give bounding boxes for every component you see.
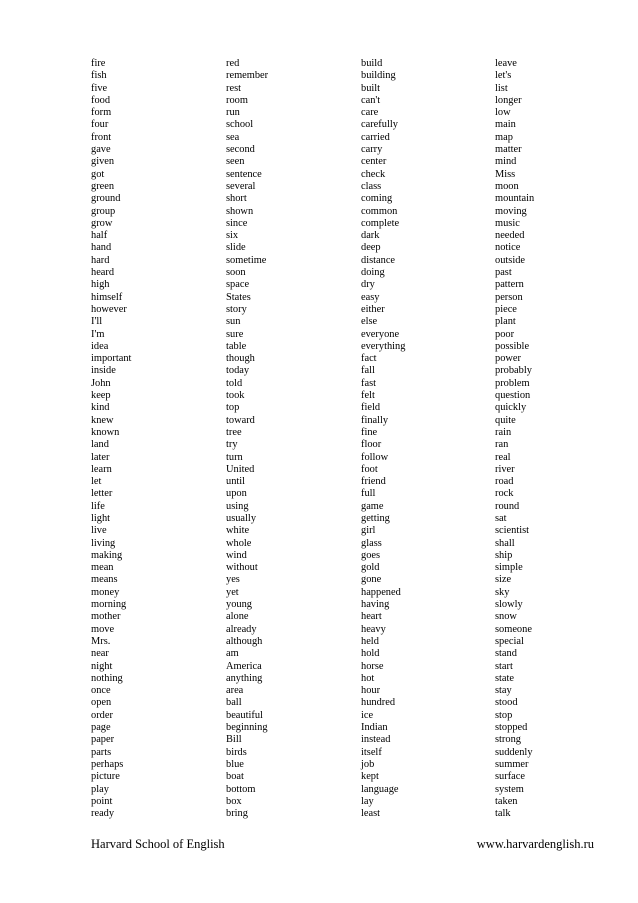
word-item: upon (226, 488, 247, 500)
word-item: power (495, 353, 521, 365)
word-item: ground (91, 193, 121, 205)
word-item: mind (495, 156, 517, 168)
word-item: quickly (495, 402, 527, 414)
word-item: Bill (226, 734, 242, 746)
word-item: stay (495, 685, 512, 697)
word-item: moving (495, 205, 527, 217)
word-item: birds (226, 746, 247, 758)
word-item: told (226, 377, 243, 389)
word-item: shall (495, 537, 515, 549)
word-item: hand (91, 242, 112, 254)
word-item: picture (91, 771, 120, 783)
word-item: morning (91, 599, 127, 611)
word-item: easy (361, 291, 380, 303)
word-item: scientist (495, 525, 530, 537)
word-column-3 (361, 58, 405, 820)
word-item: second (226, 144, 255, 156)
word-item: table (226, 340, 247, 352)
word-item: half (91, 230, 108, 242)
word-item: outside (495, 254, 526, 266)
word-item: school (226, 119, 254, 131)
word-item: goes (361, 549, 381, 561)
word-item: held (361, 635, 379, 647)
word-item: snow (495, 611, 517, 623)
word-item: usually (226, 512, 257, 524)
word-item: high (91, 279, 110, 291)
word-item: notice (495, 242, 521, 254)
word-item: America (226, 660, 262, 672)
word-item: friend (361, 476, 386, 488)
word-item: sat (495, 512, 507, 524)
footer-school-name: Harvard School of English (91, 837, 225, 851)
word-item: music (495, 217, 520, 229)
word-item: soon (226, 267, 246, 279)
word-item: size (495, 574, 512, 586)
word-list (0, 58, 638, 828)
footer-website: www.harvardenglish.ru (476, 837, 594, 851)
word-item: carefully (361, 119, 398, 131)
word-item: parts (91, 746, 112, 758)
word-item: himself (91, 291, 123, 303)
word-item: mountain (495, 193, 535, 205)
word-item: round (495, 500, 520, 512)
word-item: food (91, 94, 111, 106)
word-item: fish (91, 70, 107, 82)
word-item: suddenly (495, 746, 533, 758)
word-column-4 (495, 58, 534, 820)
word-item: hour (361, 685, 381, 697)
word-item: United (226, 463, 255, 475)
word-item: else (361, 316, 378, 328)
word-item: John (91, 377, 111, 389)
word-item: either (361, 303, 385, 315)
word-item: beautiful (226, 709, 263, 721)
word-item: lay (361, 795, 374, 807)
word-item: rain (495, 426, 512, 438)
word-item: yes (226, 574, 240, 586)
word-item: gave (91, 144, 111, 156)
word-item: floor (361, 439, 382, 451)
word-item: horse (361, 660, 384, 672)
word-item: fire (91, 58, 106, 69)
word-item: remember (226, 70, 269, 82)
word-item: foot (361, 463, 378, 475)
word-item: took (226, 390, 245, 402)
word-item: form (91, 107, 112, 119)
word-item: tree (226, 426, 242, 438)
word-column-2 (226, 58, 268, 820)
word-item: gold (361, 562, 380, 574)
word-item: check (361, 168, 386, 180)
word-item: ran (495, 439, 509, 451)
word-item: order (91, 709, 113, 721)
word-item: can't (361, 94, 381, 106)
word-item: field (361, 402, 381, 414)
word-item: deep (361, 242, 381, 254)
word-item: carried (361, 131, 390, 143)
word-item: probably (495, 365, 532, 377)
word-item: strong (495, 734, 521, 746)
word-item: stopped (495, 722, 528, 734)
word-item: fine (361, 426, 378, 438)
word-item: follow (361, 451, 389, 463)
word-item: yet (226, 586, 239, 598)
word-item: hundred (361, 697, 396, 709)
word-item: once (91, 685, 111, 697)
word-item: question (495, 390, 531, 402)
word-item: Indian (361, 722, 388, 734)
word-item: room (226, 94, 248, 106)
word-item: sky (495, 586, 510, 598)
word-item: story (226, 303, 247, 315)
word-item: perhaps (91, 758, 124, 770)
word-item: kept (361, 771, 379, 783)
word-item: paper (91, 734, 115, 746)
word-item: taken (495, 795, 518, 807)
word-item: open (91, 697, 112, 709)
word-item: although (226, 635, 263, 647)
word-item: since (226, 217, 248, 229)
word-item: four (91, 119, 109, 131)
word-item: talk (495, 808, 511, 820)
word-item: fast (361, 377, 377, 389)
word-item: wind (226, 549, 247, 561)
word-item: class (361, 180, 382, 192)
word-item: everyone (361, 328, 400, 340)
word-item: stop (495, 709, 513, 721)
word-item: slowly (495, 599, 523, 611)
word-item: special (495, 635, 524, 647)
word-item: space (226, 279, 250, 291)
word-item: hard (91, 254, 110, 266)
word-item: point (91, 795, 113, 807)
word-item: longer (495, 94, 522, 106)
word-item: top (226, 402, 240, 414)
word-item: carry (361, 144, 383, 156)
word-item: rest (226, 82, 242, 94)
word-item: though (226, 353, 255, 365)
word-item: dark (361, 230, 380, 242)
word-item: ready (91, 808, 115, 820)
word-item: Miss (495, 168, 516, 180)
word-item: until (226, 476, 246, 488)
word-item: full (361, 488, 376, 500)
word-item: fall (361, 365, 375, 377)
word-item: bring (226, 808, 248, 820)
word-item: mother (91, 611, 121, 623)
word-item: learn (91, 463, 112, 475)
word-item: problem (495, 377, 530, 389)
word-item: sea (226, 131, 240, 143)
word-item: low (495, 107, 511, 119)
word-item: coming (361, 193, 393, 205)
word-item: means (91, 574, 118, 586)
word-item: job (361, 758, 375, 770)
word-item: however (91, 303, 127, 315)
word-item: summer (495, 758, 529, 770)
word-item: heavy (361, 623, 386, 635)
word-item: main (495, 119, 516, 131)
word-item: whole (226, 537, 252, 549)
word-item: surface (495, 771, 525, 783)
word-item: everything (361, 340, 406, 352)
word-item: inside (91, 365, 116, 377)
word-item: slide (226, 242, 246, 254)
word-item: toward (226, 414, 255, 426)
word-item: having (361, 599, 390, 611)
word-item: kind (91, 402, 110, 414)
word-item: simple (495, 562, 523, 574)
word-item: heard (91, 267, 115, 279)
word-item: using (226, 500, 249, 512)
word-item: money (91, 586, 120, 598)
word-item: life (91, 500, 105, 512)
word-item: real (495, 451, 511, 463)
word-item: boat (226, 771, 244, 783)
page-footer (91, 836, 594, 852)
word-item: without (226, 562, 258, 574)
word-item: making (91, 549, 123, 561)
word-item: doing (361, 267, 385, 279)
word-item: near (91, 648, 109, 660)
word-item: ice (361, 709, 374, 721)
word-item: five (91, 82, 108, 94)
word-item: gone (361, 574, 382, 586)
word-item: hold (361, 648, 380, 660)
word-item: least (361, 808, 381, 820)
word-item: area (226, 685, 244, 697)
word-item: person (495, 291, 523, 303)
word-item: given (91, 156, 115, 168)
word-item: heart (361, 611, 382, 623)
word-item: live (91, 525, 107, 537)
word-item: turn (226, 451, 243, 463)
word-item: itself (361, 746, 382, 758)
word-item: got (91, 168, 105, 180)
word-item: known (91, 426, 120, 438)
word-item: bottom (226, 783, 256, 795)
word-item: night (91, 660, 113, 672)
word-item: past (495, 267, 512, 279)
word-item: finally (361, 414, 389, 426)
word-item: sometime (226, 254, 267, 266)
word-item: already (226, 623, 257, 635)
word-item: later (91, 451, 110, 463)
word-item: idea (91, 340, 109, 352)
word-item: front (91, 131, 112, 143)
word-item: poor (495, 328, 515, 340)
word-item: stand (495, 648, 517, 660)
word-item: try (226, 439, 238, 451)
word-item: white (226, 525, 250, 537)
word-item: dry (361, 279, 375, 291)
word-item: page (91, 722, 111, 734)
word-item: play (91, 783, 109, 795)
word-item: sun (226, 316, 241, 328)
word-item: sentence (226, 168, 262, 180)
word-item: system (495, 783, 524, 795)
word-item: moon (495, 180, 519, 192)
word-item: I'll (91, 316, 103, 328)
word-item: I'm (91, 328, 105, 340)
word-item: young (226, 599, 252, 611)
word-item: river (495, 463, 515, 475)
word-item: today (226, 365, 250, 377)
word-item: leave (495, 58, 517, 69)
word-item: built (361, 82, 381, 94)
word-item: land (91, 439, 109, 451)
word-item: pattern (495, 279, 524, 291)
word-item: grow (91, 217, 113, 229)
word-item: living (91, 537, 116, 549)
word-item: getting (361, 512, 390, 524)
word-item: common (361, 205, 398, 217)
word-item: fact (361, 353, 377, 365)
word-item: plant (495, 316, 516, 328)
word-item: glass (361, 537, 382, 549)
word-item: knew (91, 414, 114, 426)
word-item: happened (361, 586, 401, 598)
word-item: needed (495, 230, 525, 242)
word-item: keep (91, 390, 111, 402)
word-item: ball (226, 697, 242, 709)
word-item: rock (495, 488, 514, 500)
word-item: letter (91, 488, 113, 500)
word-item: ship (495, 549, 513, 561)
word-item: group (91, 205, 116, 217)
word-item: red (226, 58, 240, 69)
word-item: six (226, 230, 239, 242)
word-item: let's (495, 70, 512, 82)
word-item: stood (495, 697, 518, 709)
word-item: sure (226, 328, 244, 340)
word-item: building (361, 70, 396, 82)
word-item: possible (495, 340, 530, 352)
word-item: someone (495, 623, 532, 635)
word-item: center (361, 156, 387, 168)
word-item: beginning (226, 722, 268, 734)
word-item: hot (361, 672, 375, 684)
word-item: blue (226, 758, 244, 770)
word-item: build (361, 58, 383, 69)
word-item: Mrs. (91, 635, 111, 647)
word-item: seen (226, 156, 245, 168)
word-item: move (91, 623, 115, 635)
word-item: shown (226, 205, 254, 217)
word-column-1 (91, 58, 131, 820)
word-item: state (495, 672, 515, 684)
word-item: language (361, 783, 399, 795)
word-item: mean (91, 562, 114, 574)
word-item: important (91, 353, 132, 365)
word-item: alone (226, 611, 249, 623)
word-item: distance (361, 254, 396, 266)
word-item: road (495, 476, 514, 488)
word-item: let (91, 476, 102, 488)
word-item: States (226, 291, 251, 303)
word-item: instead (361, 734, 391, 746)
word-item: light (91, 512, 111, 524)
word-item: start (495, 660, 513, 672)
word-item: care (361, 107, 379, 119)
word-item: short (226, 193, 247, 205)
word-item: piece (495, 303, 517, 315)
word-item: nothing (91, 672, 123, 684)
word-item: quite (495, 414, 516, 426)
word-item: several (226, 180, 256, 192)
word-item: girl (361, 525, 376, 537)
word-item: game (361, 500, 384, 512)
word-item: complete (361, 217, 400, 229)
word-item: box (226, 795, 242, 807)
word-item: run (226, 107, 240, 119)
word-item: anything (226, 672, 263, 684)
word-item: matter (495, 144, 522, 156)
word-item: map (495, 131, 513, 143)
word-item: green (91, 180, 115, 192)
word-item: am (226, 648, 239, 660)
word-item: list (495, 82, 508, 94)
word-item: felt (361, 390, 375, 402)
